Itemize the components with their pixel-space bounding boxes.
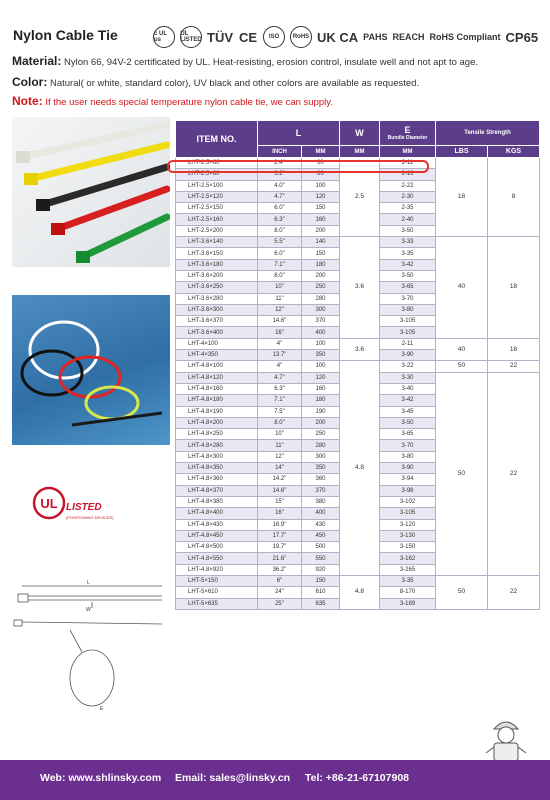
- table-row: [176, 237, 540, 248]
- bundle-diameter-cell: 3-189: [380, 598, 436, 609]
- bundle-diameter-cell: 3-35: [380, 575, 436, 586]
- bundle-diameter-cell: 3-42: [380, 259, 436, 270]
- length-inch-cell: 4": [258, 338, 302, 349]
- note-separator: :: [38, 94, 43, 108]
- bundle-diameter-cell: 2-11: [380, 158, 436, 169]
- item-no-cell: LHT-4.8×450: [176, 530, 258, 541]
- length-mm-cell: 200: [302, 225, 340, 236]
- item-no-cell: LHT-4.8×350: [176, 463, 258, 474]
- length-mm-cell: 280: [302, 293, 340, 304]
- bundle-diameter-cell: 3-105: [380, 316, 436, 327]
- bundle-diameter-cell: 2-35: [380, 203, 436, 214]
- length-inch-cell: 21.6": [258, 553, 302, 564]
- header-kgs: KGS: [488, 146, 540, 158]
- length-mm-cell: 140: [302, 237, 340, 248]
- length-inch-cell: 4.7": [258, 191, 302, 202]
- bundle-diameter-cell: 3-50: [380, 417, 436, 428]
- length-inch-cell: 36.2": [258, 564, 302, 575]
- bundle-diameter-cell: 3-45: [380, 406, 436, 417]
- item-no-cell: LHT-4.8×400: [176, 508, 258, 519]
- note-label: Note: [12, 94, 39, 108]
- color-separator: :: [43, 75, 48, 89]
- bundle-diameter-cell: 3-50: [380, 270, 436, 281]
- note-text: If the user needs special temperature nylon cable tie, we can supply.: [45, 97, 333, 108]
- header-e-sub: Bundle Diameter: [387, 135, 428, 141]
- ukca-logo: UK CA: [317, 29, 359, 45]
- length-inch-cell: 6.0": [258, 203, 302, 214]
- length-mm-cell: 430: [302, 519, 340, 530]
- length-mm-cell: 450: [302, 530, 340, 541]
- spec-table-wrapper: [175, 120, 539, 610]
- item-no-cell: LHT-2.5×120: [176, 191, 258, 202]
- header-item: ITEM NO.: [176, 121, 258, 158]
- item-no-cell: LHT-4.8×430: [176, 519, 258, 530]
- length-mm-cell: 300: [302, 451, 340, 462]
- length-inch-cell: 25": [258, 598, 302, 609]
- header-mm: MM: [302, 146, 340, 158]
- ul-listed-logo-large: [32, 485, 122, 535]
- item-no-cell: LHT-3.6×280: [176, 293, 258, 304]
- item-no-cell: LHT-3.6×400: [176, 327, 258, 338]
- bundle-diameter-cell: 3-50: [380, 225, 436, 236]
- ce-logo: CE: [238, 29, 258, 45]
- length-inch-cell: 12": [258, 304, 302, 315]
- bundle-diameter-cell: 8-170: [380, 587, 436, 598]
- item-no-cell: LHT-4.8×370: [176, 485, 258, 496]
- item-no-cell: LHT-3.6×300: [176, 304, 258, 315]
- item-no-cell: LHT-3.6×250: [176, 282, 258, 293]
- length-mm-cell: 350: [302, 350, 340, 361]
- item-no-cell: LHT-4.8×120: [176, 372, 258, 383]
- item-no-cell: LHT-5×610: [176, 587, 258, 598]
- item-no-cell: LHT-3.6×150: [176, 248, 258, 259]
- item-no-cell: LHT-4×100: [176, 338, 258, 349]
- length-inch-cell: 10": [258, 429, 302, 440]
- width-mm-cell: 2.5: [340, 158, 380, 237]
- length-mm-cell: 180: [302, 259, 340, 270]
- cable-tie-dimension-drawing: [12, 578, 170, 718]
- length-inch-cell: 4.0": [258, 180, 302, 191]
- length-inch-cell: 7.1": [258, 259, 302, 270]
- table-row: [176, 338, 540, 349]
- length-mm-cell: 380: [302, 496, 340, 507]
- color-line: [12, 75, 419, 89]
- material-text: Nylon 66, 94V-2 certificated by UL. Heat-resisting, erosion control, insulate well and not apt to age.: [64, 57, 479, 68]
- ul-brand-text: UL: [40, 496, 58, 511]
- header-w-mm: MM: [340, 146, 380, 158]
- item-no-cell: LHT-3.6×370: [176, 316, 258, 327]
- material-label: Material: [12, 54, 58, 68]
- length-inch-cell: 8.0": [258, 270, 302, 281]
- header-e: [380, 121, 436, 146]
- table-row: [176, 575, 540, 586]
- length-mm-cell: 300: [302, 304, 340, 315]
- length-mm-cell: 150: [302, 248, 340, 259]
- item-no-cell: LHT-2.5×160: [176, 214, 258, 225]
- length-mm-cell: 250: [302, 429, 340, 440]
- length-mm-cell: 160: [302, 214, 340, 225]
- tensile-lbs-cell: 50: [436, 575, 488, 609]
- length-inch-cell: 11": [258, 293, 302, 304]
- header-e-letter: E: [404, 125, 411, 135]
- bundle-diameter-cell: 3-105: [380, 327, 436, 338]
- length-mm-cell: 60: [302, 158, 340, 169]
- color-label: Color: [12, 75, 44, 89]
- item-no-cell: LHT-4.8×280: [176, 440, 258, 451]
- footer-email[interactable]: Email: sales@linsky.cn: [175, 772, 291, 784]
- item-no-cell: LHT-4.8×190: [176, 406, 258, 417]
- length-mm-cell: 120: [302, 372, 340, 383]
- length-inch-cell: 14.6": [258, 485, 302, 496]
- item-no-cell: LHT-3.6×140: [176, 237, 258, 248]
- bundle-diameter-cell: 2-16: [380, 169, 436, 180]
- length-mm-cell: 120: [302, 191, 340, 202]
- pahs-logo: PAHS: [363, 32, 388, 42]
- length-mm-cell: 150: [302, 203, 340, 214]
- tensile-kgs-cell: 18: [488, 338, 540, 361]
- iso-logo: ISO: [263, 26, 285, 48]
- length-mm-cell: 370: [302, 316, 340, 327]
- header-tensile: Tensile Strength: [436, 121, 540, 146]
- rohs-logo: RoHS: [290, 26, 312, 48]
- length-inch-cell: 15": [258, 496, 302, 507]
- cp65-logo: CP65: [505, 29, 539, 45]
- length-inch-cell: 14.6": [258, 316, 302, 327]
- footer-bar: [0, 760, 550, 800]
- item-no-cell: LHT-2.5×100: [176, 180, 258, 191]
- length-inch-cell: 7.5": [258, 406, 302, 417]
- length-inch-cell: 17.7": [258, 530, 302, 541]
- length-inch-cell: 16": [258, 327, 302, 338]
- tensile-lbs-cell: 18: [436, 158, 488, 237]
- tensile-kgs-cell: 8: [488, 158, 540, 237]
- length-mm-cell: 360: [302, 474, 340, 485]
- item-no-cell: LHT-4.8×160: [176, 383, 258, 394]
- bundle-diameter-cell: 2-40: [380, 214, 436, 225]
- bundle-diameter-cell: 3-98: [380, 485, 436, 496]
- length-inch-cell: 24": [258, 587, 302, 598]
- length-mm-cell: 200: [302, 417, 340, 428]
- tensile-lbs-cell: 40: [436, 338, 488, 361]
- length-inch-cell: 10": [258, 282, 302, 293]
- bundle-diameter-cell: 3-120: [380, 519, 436, 530]
- header-e-mm: MM: [380, 146, 436, 158]
- cul-us-logo: c UL us: [153, 26, 175, 48]
- tensile-lbs-cell: 50: [436, 361, 488, 372]
- length-mm-cell: 160: [302, 383, 340, 394]
- length-mm-cell: 190: [302, 406, 340, 417]
- length-inch-cell: 4.7": [258, 372, 302, 383]
- item-no-cell: LHT-2.5×150: [176, 203, 258, 214]
- item-no-cell: LHT-4.8×180: [176, 395, 258, 406]
- rohs-compliant-logo: RoHS Compliant: [429, 32, 501, 42]
- note-line: [12, 94, 333, 108]
- bundle-diameter-cell: 3-70: [380, 440, 436, 451]
- bundle-diameter-cell: 3-80: [380, 304, 436, 315]
- tuv-logo: TÜV: [207, 29, 233, 45]
- tensile-kgs-cell: 18: [488, 237, 540, 339]
- length-mm-cell: 920: [302, 564, 340, 575]
- tensile-lbs-cell: 50: [436, 372, 488, 575]
- certification-logos: [153, 24, 545, 50]
- item-no-cell: LHT-4.8×380: [176, 496, 258, 507]
- bundle-diameter-cell: 3-162: [380, 553, 436, 564]
- reach-logo: REACH: [392, 32, 425, 42]
- bundle-diameter-cell: 3-80: [380, 451, 436, 462]
- length-mm-cell: 100: [302, 180, 340, 191]
- tensile-kgs-cell: 22: [488, 361, 540, 372]
- item-no-cell: LHT-5×635: [176, 598, 258, 609]
- item-no-cell: LHT-4.8×920: [176, 564, 258, 575]
- length-mm-cell: 200: [302, 270, 340, 281]
- length-mm-cell: 280: [302, 440, 340, 451]
- bundle-diameter-cell: 3-30: [380, 372, 436, 383]
- length-mm-cell: 350: [302, 463, 340, 474]
- material-line: [12, 54, 478, 68]
- item-no-cell: LHT-4.8×550: [176, 553, 258, 564]
- item-no-cell: LHT-2.5×200: [176, 225, 258, 236]
- bundle-diameter-cell: 3-22: [380, 361, 436, 372]
- length-inch-cell: 6": [258, 575, 302, 586]
- item-no-cell: LHT-4.8×200: [176, 417, 258, 428]
- highlighted-row-outline: [167, 160, 429, 173]
- length-inch-cell: 5.5": [258, 237, 302, 248]
- tail-label: E: [100, 706, 104, 712]
- color-text: Natural( or white, standard color), UV black and other colors are available as requested.: [49, 78, 420, 89]
- length-inch-cell: 14": [258, 463, 302, 474]
- length-mm-cell: 400: [302, 508, 340, 519]
- spec-table: [175, 120, 540, 610]
- length-mm-cell: 250: [302, 282, 340, 293]
- length-inch-cell: 8.0": [258, 417, 302, 428]
- length-mm-cell: 370: [302, 485, 340, 496]
- length-inch-cell: 8.0": [258, 225, 302, 236]
- length-inch-cell: 14.2": [258, 474, 302, 485]
- item-no-cell: LHT-3.6×180: [176, 259, 258, 270]
- item-no-cell: LHT-5×150: [176, 575, 258, 586]
- material-separator: :: [57, 54, 62, 68]
- length-inch-cell: 12": [258, 451, 302, 462]
- width-label: W: [86, 607, 91, 613]
- bundle-diameter-cell: 2-22: [380, 180, 436, 191]
- length-inch-cell: 6.3": [258, 383, 302, 394]
- tensile-kgs-cell: 22: [488, 575, 540, 609]
- bundle-diameter-cell: 3-90: [380, 350, 436, 361]
- item-no-cell: LHT-3.6×200: [176, 270, 258, 281]
- bundle-diameter-cell: 3-65: [380, 282, 436, 293]
- length-inch-cell: 7.1": [258, 395, 302, 406]
- item-no-cell: LHT-2.5×60: [176, 158, 258, 169]
- length-mm-cell: 550: [302, 553, 340, 564]
- width-mm-cell: 3.6: [340, 338, 380, 361]
- header-inch: INCH: [258, 146, 302, 158]
- length-inch-cell: 11": [258, 440, 302, 451]
- length-inch-cell: 6.3": [258, 214, 302, 225]
- length-inch-cell: 2.4": [258, 158, 302, 169]
- length-inch-cell: 13.7": [258, 350, 302, 361]
- footer-website[interactable]: Web: www.shlinsky.com: [40, 772, 162, 784]
- cable-ties-colors-photo: [12, 117, 170, 267]
- length-inch-cell: 3.2": [258, 169, 302, 180]
- tensile-kgs-cell: 22: [488, 372, 540, 575]
- length-inch-cell: 16": [258, 508, 302, 519]
- tensile-lbs-cell: 40: [436, 237, 488, 339]
- page-title: Nylon Cable Tie: [13, 27, 118, 43]
- item-no-cell: LHT-4.8×250: [176, 429, 258, 440]
- item-no-cell: LHT-4.8×500: [176, 542, 258, 553]
- bundle-diameter-cell: 3-150: [380, 542, 436, 553]
- item-no-cell: LHT-4.8×300: [176, 451, 258, 462]
- length-label: L: [87, 580, 90, 586]
- length-mm-cell: 610: [302, 587, 340, 598]
- length-mm-cell: 150: [302, 575, 340, 586]
- bundle-diameter-cell: 3-42: [380, 395, 436, 406]
- bundle-diameter-cell: 2-11: [380, 338, 436, 349]
- cable-ties-loops-photo: [12, 295, 170, 445]
- length-mm-cell: 100: [302, 361, 340, 372]
- length-mm-cell: 80: [302, 169, 340, 180]
- spec-table-body: [176, 158, 540, 610]
- ul-sub-text: (POSITIONING DEVICES): [66, 515, 114, 520]
- bundle-diameter-cell: 3-94: [380, 474, 436, 485]
- length-inch-cell: 6.0": [258, 248, 302, 259]
- length-mm-cell: 500: [302, 542, 340, 553]
- bundle-diameter-cell: 3-265: [380, 564, 436, 575]
- table-row: [176, 361, 540, 372]
- length-inch-cell: 4": [258, 361, 302, 372]
- header-l: L: [258, 121, 340, 146]
- length-inch-cell: 19.7": [258, 542, 302, 553]
- length-inch-cell: 16.9": [258, 519, 302, 530]
- bundle-diameter-cell: 3-102: [380, 496, 436, 507]
- length-mm-cell: 100: [302, 338, 340, 349]
- bundle-diameter-cell: 3-35: [380, 248, 436, 259]
- item-no-cell: LHT-4×350: [176, 350, 258, 361]
- ul-listed-text: LISTED: [66, 502, 102, 513]
- bundle-diameter-cell: 3-70: [380, 293, 436, 304]
- bundle-diameter-cell: 3-90: [380, 463, 436, 474]
- bundle-diameter-cell: 3-65: [380, 429, 436, 440]
- length-mm-cell: 635: [302, 598, 340, 609]
- length-mm-cell: 180: [302, 395, 340, 406]
- item-no-cell: LHT-4.8×100: [176, 361, 258, 372]
- bundle-diameter-cell: 3-130: [380, 530, 436, 541]
- width-mm-cell: 3.6: [340, 237, 380, 339]
- footer-phone[interactable]: Tel: +86-21-67107908: [305, 772, 410, 784]
- ul-listed-logo: UL LISTED: [180, 26, 202, 48]
- header-w: W: [340, 121, 380, 146]
- length-mm-cell: 400: [302, 327, 340, 338]
- bundle-diameter-cell: 3-40: [380, 383, 436, 394]
- width-mm-cell: 4.8: [340, 361, 380, 576]
- bundle-diameter-cell: 2-30: [380, 191, 436, 202]
- width-mm-cell: 4.8: [340, 575, 380, 609]
- bundle-diameter-cell: 3-105: [380, 508, 436, 519]
- header-lbs: LBS: [436, 146, 488, 158]
- item-no-cell: LHT-4.8×360: [176, 474, 258, 485]
- item-no-cell: LHT-2.5×80: [176, 169, 258, 180]
- bundle-diameter-cell: 3-33: [380, 237, 436, 248]
